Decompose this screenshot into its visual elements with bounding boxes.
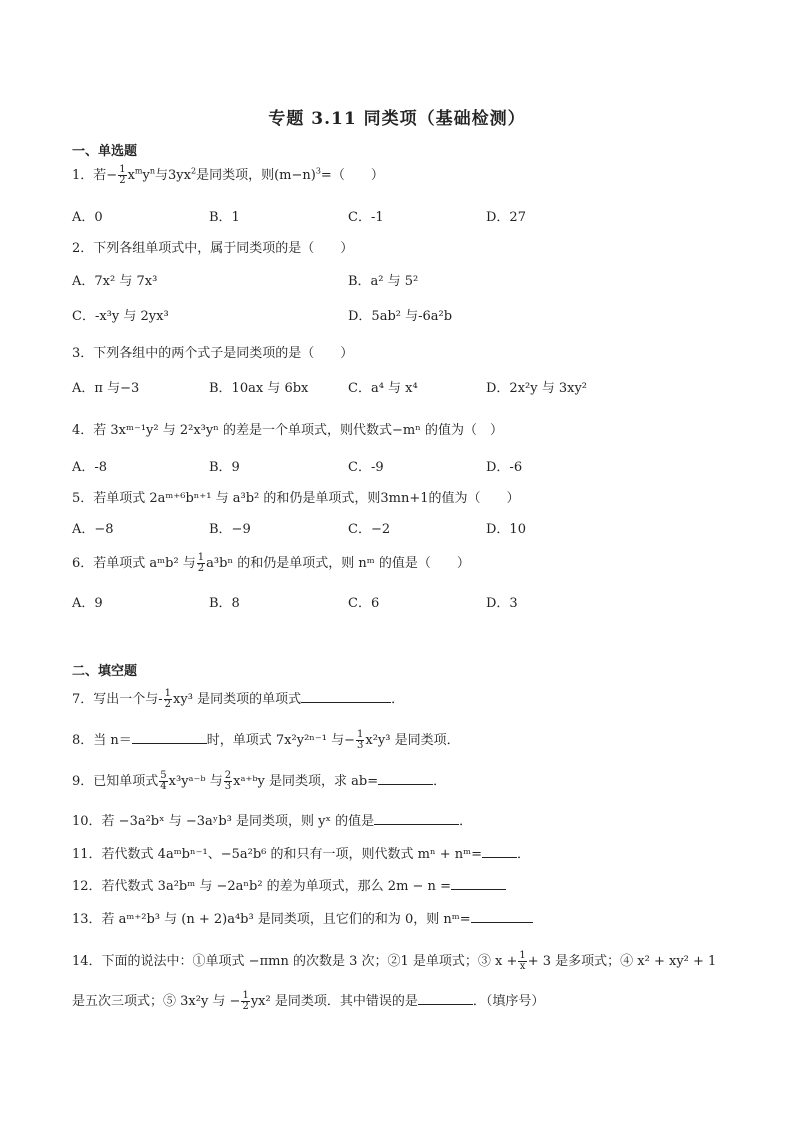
option[interactable]: A．7x² 与 7x³ [72, 274, 158, 289]
section-single-choice: 一、单选题 [72, 144, 138, 159]
option[interactable]: C．−2 [348, 522, 391, 537]
option[interactable]: C．-1 [348, 210, 384, 225]
answer-blank[interactable] [451, 877, 506, 890]
option[interactable]: A．0 [72, 210, 103, 225]
option[interactable]: D．-6 [486, 460, 523, 475]
options-6 [72, 592, 672, 610]
answer-blank[interactable] [418, 992, 473, 1005]
option[interactable]: C．-9 [348, 460, 384, 475]
fraction: $\frac{1}{3}$ [357, 729, 364, 751]
question-10: 10．若 −3a²bˣ 与 −3aʸb³ 是同类项，则 yˣ 的值是 ． [72, 814, 473, 829]
options-5 [72, 518, 672, 536]
option[interactable]: A．π 与−3 [72, 381, 140, 396]
fraction: $\frac{2}{3}$ [224, 770, 232, 792]
options-2a [72, 270, 672, 288]
fraction: $\frac{1}{2}$ [119, 164, 126, 186]
question-4: 4．若 3xᵐ⁻¹y² 与 2²x³yⁿ 的差是一个单项式，则代数式−mⁿ 的值为（ ） [72, 423, 503, 438]
question-3: 3．下列各组中的两个式子是同类项的是（ ） [72, 346, 354, 361]
option[interactable]: D．5ab² 与-6a²b [348, 309, 453, 324]
answer-blank[interactable] [374, 812, 459, 825]
option[interactable]: B．a² 与 5² [348, 274, 419, 289]
option[interactable]: C．-x³y 与 2yx³ [72, 309, 169, 324]
options-2b [72, 305, 672, 323]
question-11: 11．若代数式 4aᵐbⁿ⁻¹、−5a²b⁶ 的和只有一项，则代数式 mⁿ + nᵐ= ． [72, 847, 530, 862]
answer-blank[interactable] [132, 731, 207, 744]
page-title: 专题 3.11 同类项（基础检测） [268, 109, 526, 129]
option[interactable]: A．9 [72, 596, 103, 611]
option[interactable]: B．9 [209, 460, 240, 475]
option[interactable]: D．2x²y 与 3xy² [486, 381, 588, 396]
options-4 [72, 456, 672, 474]
fraction: $\frac{5}{4}$ [160, 770, 167, 792]
answer-blank[interactable] [471, 910, 533, 923]
option[interactable]: C．a⁴ 与 x⁴ [348, 381, 418, 396]
option[interactable]: B．10ax 与 6bx [209, 381, 309, 396]
question-13: 13．若 aᵐ⁺²b³ 与 (n + 2)a⁴b³ 是同类项，且它们的和为 0，则 nᵐ= [72, 908, 533, 927]
section-fill-blank: 二、填空题 [72, 664, 138, 679]
answer-blank[interactable] [378, 772, 433, 785]
options-3 [72, 377, 672, 395]
option[interactable]: D．3 [486, 596, 518, 611]
question-7: 7．写出一个与- $\frac{1}{2}$ xy³ 是同类项的单项式 ． [72, 688, 405, 710]
question-8: 8．当 n＝ 时，单项式 7x²y²ⁿ⁻¹ 与− $\frac{1}{3}$ x²y³ 是同类项． [72, 729, 460, 751]
question-14-line-1: 14．下面的说法中：①单项式 −πmn 的次数是 3 次；②1 是单项式；③ x + $\frac{1}{x}$ + 3 是多项式；④ x² + xy² + 1 [72, 950, 717, 972]
fraction: $\frac{1}{2}$ [197, 552, 205, 574]
question-9: 9．已知单项式 $\frac{5}{4}$ x³yᵃ⁻ᵇ 与 $\frac{2}{3}$ xᵃ⁺ᵇy 是同类项，求 ab= ． [72, 770, 447, 792]
fraction: $\frac{1}{2}$ [242, 990, 249, 1012]
question-2: 2．下列各组单项式中，属于同类项的是（ ） [72, 241, 354, 256]
option[interactable]: B．1 [209, 210, 240, 225]
answer-blank[interactable] [482, 845, 517, 858]
question-14-line-2: 是五次三项式；⑤ 3x²y 与 − $\frac{1}{2}$ yx² 是同类项．其中错误的是 ．（填序号） [72, 990, 545, 1012]
options-1 [72, 206, 672, 224]
question-5: 5．若单项式 2aᵐ⁺⁶bⁿ⁺¹ 与 a³b² 的和仍是单项式，则3mn+1的值为（ ） [72, 491, 520, 506]
question-6: 6．若单项式 aᵐb² 与 $\frac{1}{2}$ a³bⁿ 的和仍是单项式，则 nᵐ 的值是（ ） [72, 552, 470, 574]
question-1: 1．若− $\frac{1}{2}$ $x^my^n$与$3yx^2$是同类项，则$(m-n)^3=$（ ） [72, 164, 384, 186]
option[interactable]: B．8 [209, 596, 240, 611]
option[interactable]: D．10 [486, 522, 526, 537]
option[interactable]: B．−9 [209, 522, 251, 537]
fraction: $\frac{1}{x}$ [519, 950, 526, 972]
option[interactable]: A．−8 [72, 522, 114, 537]
option[interactable]: A．-8 [72, 460, 108, 475]
fraction: $\frac{1}{2}$ [164, 688, 172, 710]
answer-blank[interactable] [301, 690, 391, 703]
option[interactable]: D．27 [486, 210, 526, 225]
question-12: 12．若代数式 3a²bᵐ 与 −2aⁿb² 的差为单项式，那么 2m − n = [72, 875, 506, 894]
option[interactable]: C．6 [348, 596, 380, 611]
